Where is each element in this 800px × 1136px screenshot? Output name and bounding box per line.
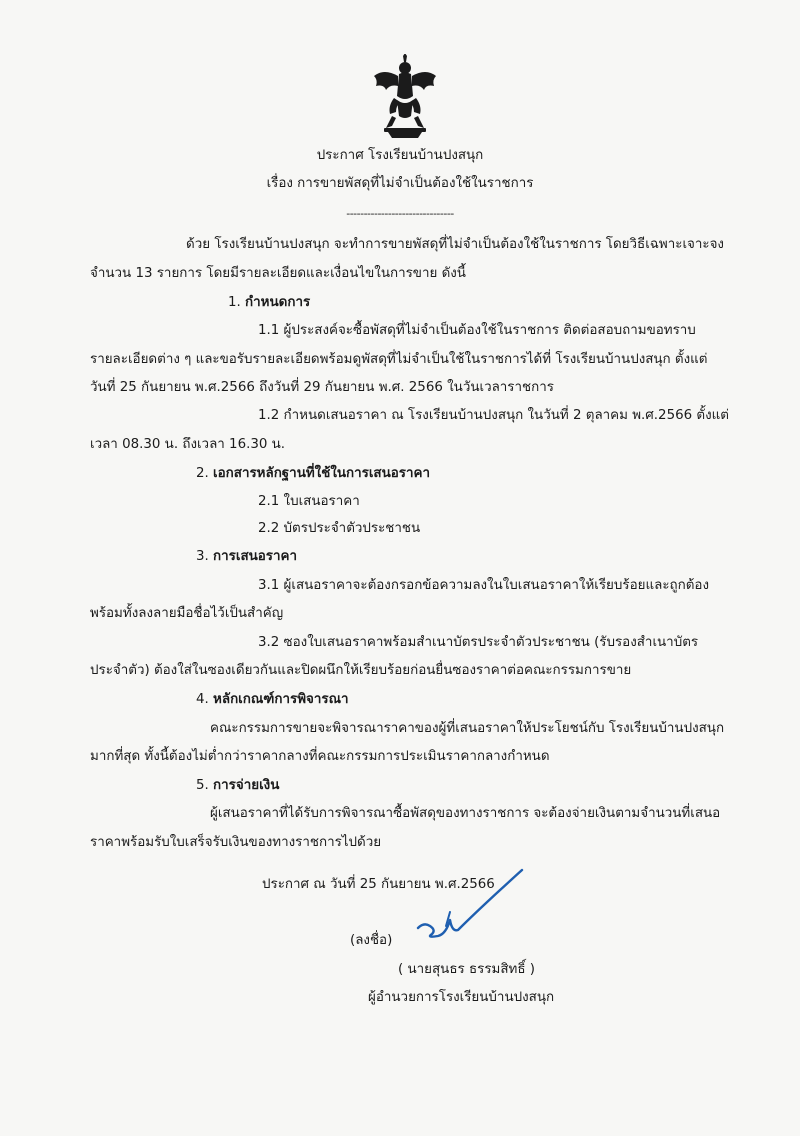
section-4-title: หลักเกณฑ์การพิจารณา	[213, 692, 349, 707]
clause-3-2-line-2: ประจำตัว) ต้องใส่ในซองเดียวกันและปิดผนึกให้เรียบร้อยก่อนยื่นซองราคาต่อคณะกรรมการขาย	[90, 663, 632, 678]
section-3-number: 3.	[196, 549, 209, 564]
section-1-heading	[228, 294, 310, 312]
clause-3-1-line-2: พร้อมทั้งลงลายมือชื่อไว้เป็นสำคัญ	[90, 606, 284, 621]
payment-line-2: ราคาพร้อมรับใบเสร็จรับเงินของทางราชการไปด้วย	[90, 835, 382, 850]
section-3-title: การเสนอราคา	[213, 549, 297, 564]
section-2-heading	[196, 465, 430, 483]
signer-position: ผู้อำนวยการโรงเรียนบ้านปงสนุก	[368, 990, 555, 1005]
section-4-number: 4.	[196, 692, 209, 707]
signed-label: (ลงชื่อ)	[350, 933, 393, 948]
section-3-heading	[196, 548, 297, 566]
clause-3-1-line-1: 3.1 ผู้เสนอราคาจะต้องกรอกข้อความลงในใบเสนอราคาให้เรียบร้อยและถูกต้อง	[258, 578, 710, 593]
clause-1-2-line-2: เวลา 08.30 น. ถึงเวลา 16.30 น.	[90, 437, 286, 452]
section-4-heading	[196, 691, 349, 709]
garuda-emblem-icon	[370, 54, 440, 140]
clause-1-1-line-1: 1.1 ผู้ประสงค์จะซื้อพัสดุที่ไม่จำเป็นต้องใช้ในราชการ ติดต่อสอบถามขอทราบ	[258, 323, 696, 338]
section-5-title: การจ่ายเงิน	[213, 778, 280, 793]
intro-line-1: ด้วย โรงเรียนบ้านปงสนุก จะทำการขายพัสดุที่ไม่จำเป็นต้องใช้ในราชการ โดยวิธีเฉพาะเจาะจง	[186, 237, 724, 252]
announcement-subject: เรื่อง การขายพัสดุที่ไม่จำเป็นต้องใช้ในราชการ	[266, 176, 534, 191]
document-item-2-2: 2.2 บัตรประจำตัวประชาชน	[258, 521, 421, 536]
document-item-2-1: 2.1 ใบเสนอราคา	[258, 494, 360, 509]
payment-line-1: ผู้เสนอราคาที่ได้รับการพิจารณาซื้อพัสดุของทางราชการ จะต้องจ่ายเงินตามจำนวนที่เสนอ	[210, 806, 721, 821]
intro-line-2: จำนวน 13 รายการ โดยมีรายละเอียดและเงื่อนไขในการขาย ดังนี้	[90, 266, 466, 281]
announcement-date: ประกาศ ณ วันที่ 25 กันยายน พ.ศ.2566	[262, 877, 495, 892]
section-2-number: 2.	[196, 466, 209, 481]
signer-name: ( นายสุนธร ธรรมสิทธิ์ )	[398, 962, 535, 977]
section-1-number: 1.	[228, 295, 241, 310]
section-5-heading	[196, 777, 279, 795]
section-5-number: 5.	[196, 778, 209, 793]
clause-1-1-line-2: รายละเอียดต่าง ๆ และขอรับรายละเอียดพร้อมดูพัสดุที่ไม่จำเป็นใช้ในราชการได้ที่ โรงเรียนบ้านปงสนุก ตั้งแต่	[90, 352, 708, 367]
announcement-title: ประกาศ โรงเรียนบ้านปงสนุก	[316, 148, 484, 163]
title-divider: -------------------------------	[346, 207, 454, 220]
clause-3-2-line-1: 3.2 ซองใบเสนอราคาพร้อมสำเนาบัตรประจำตัวประชาชน (รับรองสำเนาบัตร	[258, 635, 699, 650]
section-2-title: เอกสารหลักฐานที่ใช้ในการเสนอราคา	[213, 466, 430, 481]
handwritten-signature	[410, 868, 530, 958]
criteria-line-1: คณะกรรมการขายจะพิจารณาราคาของผู้ที่เสนอราคาให้ประโยชน์กับ โรงเรียนบ้านปงสนุก	[210, 721, 725, 736]
criteria-line-2: มากที่สุด ทั้งนี้ต้องไม่ต่ำกว่าราคากลางที่คณะกรรมการประเมินราคากลางกำหนด	[90, 749, 550, 764]
clause-1-1-line-3: วันที่ 25 กันยายน พ.ศ.2566 ถึงวันที่ 29 กันยายน พ.ศ. 2566 ในวันเวลาราชการ	[90, 380, 554, 395]
clause-1-2-line-1: 1.2 กำหนดเสนอราคา ณ โรงเรียนบ้านปงสนุก ในวันที่ 2 ตุลาคม พ.ศ.2566 ตั้งแต่	[258, 408, 729, 423]
section-1-title: กำหนดการ	[245, 295, 311, 310]
